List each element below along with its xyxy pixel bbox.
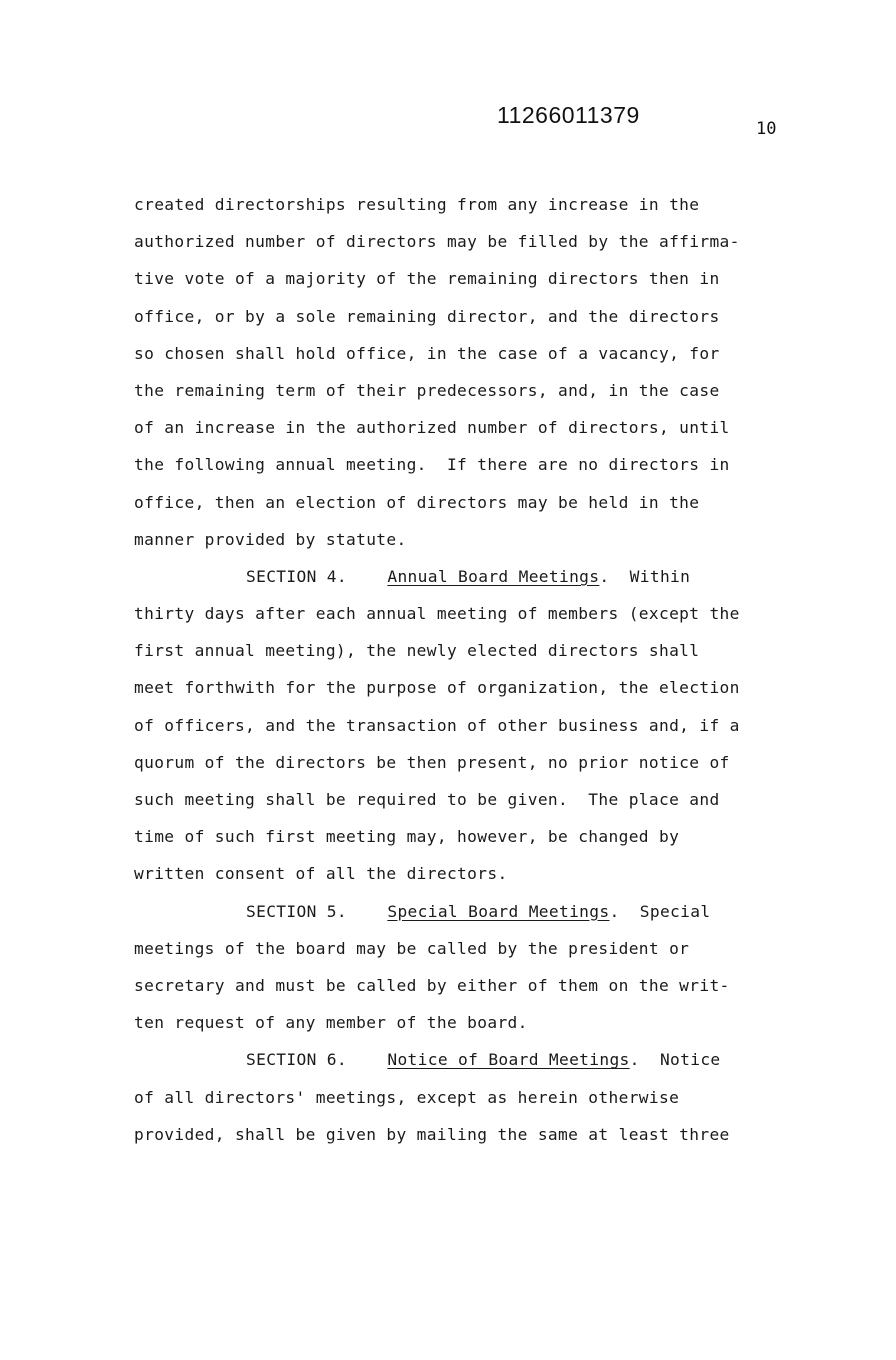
page-number: 10 xyxy=(756,119,777,139)
text-line: meetings of the board may be called by the president or xyxy=(134,938,690,958)
text-line: of all directors' meetings, except as herein otherwise xyxy=(134,1087,680,1107)
section-4-number: SECTION 4. xyxy=(246,566,347,586)
section-4-line xyxy=(134,558,834,595)
text-line: office, then an election of directors may be held in the xyxy=(134,492,700,512)
text-line: quorum of the directors be then present, no prior notice of xyxy=(134,752,730,772)
text-line: of an increase in the authorized number of directors, until xyxy=(134,418,730,438)
text-line: manner provided by statute. xyxy=(134,529,407,549)
text-line: secretary and must be called by either of them on the writ- xyxy=(134,975,730,995)
section-5-line xyxy=(134,893,834,930)
section-4-heading: Annual Board Meetings xyxy=(387,566,600,586)
text-line: the following annual meeting. If there are no directors in xyxy=(134,455,730,475)
document-id: 11266011379 xyxy=(497,102,640,128)
text-line: office, or by a sole remaining director, and the directors xyxy=(134,306,720,326)
section-6-number: SECTION 6. xyxy=(246,1050,347,1070)
text-line: of officers, and the transaction of other business and, if a xyxy=(134,715,740,735)
text-line: created directorships resulting from any increase in the xyxy=(134,195,700,214)
text-line: ten request of any member of the board. xyxy=(134,1013,528,1033)
text-line: time of such first meeting may, however, be changed by xyxy=(134,827,680,847)
text-line: first annual meeting), the newly elected directors shall xyxy=(134,641,700,661)
text-line: so chosen shall hold office, in the case of a vacancy, for xyxy=(134,343,720,363)
section-6-line xyxy=(134,1041,834,1078)
text-line: the remaining term of their predecessors, and, in the case xyxy=(134,380,720,400)
section-5-number: SECTION 5. xyxy=(246,901,347,921)
section-5-text: . Special xyxy=(609,901,711,921)
text-line: written consent of all the directors. xyxy=(134,864,508,884)
text-line: meet forthwith for the purpose of organization, the election xyxy=(134,678,740,698)
section-6-heading: Notice of Board Meetings xyxy=(387,1050,630,1070)
section-5-heading: Special Board Meetings xyxy=(387,901,610,921)
text-line: such meeting shall be required to be given. The place and xyxy=(134,790,720,809)
text-line: authorized number of directors may be filled by the affirma- xyxy=(134,232,740,252)
text-line: tive vote of a majority of the remaining directors then in xyxy=(134,269,720,289)
text-line: thirty days after each annual meeting of members (except the xyxy=(134,604,740,624)
section-6-text: . Notice xyxy=(629,1050,721,1070)
text-line: provided, shall be given by mailing the same at least three xyxy=(134,1124,730,1144)
section-4-text: . Within xyxy=(599,566,691,586)
document-body xyxy=(134,186,834,1153)
